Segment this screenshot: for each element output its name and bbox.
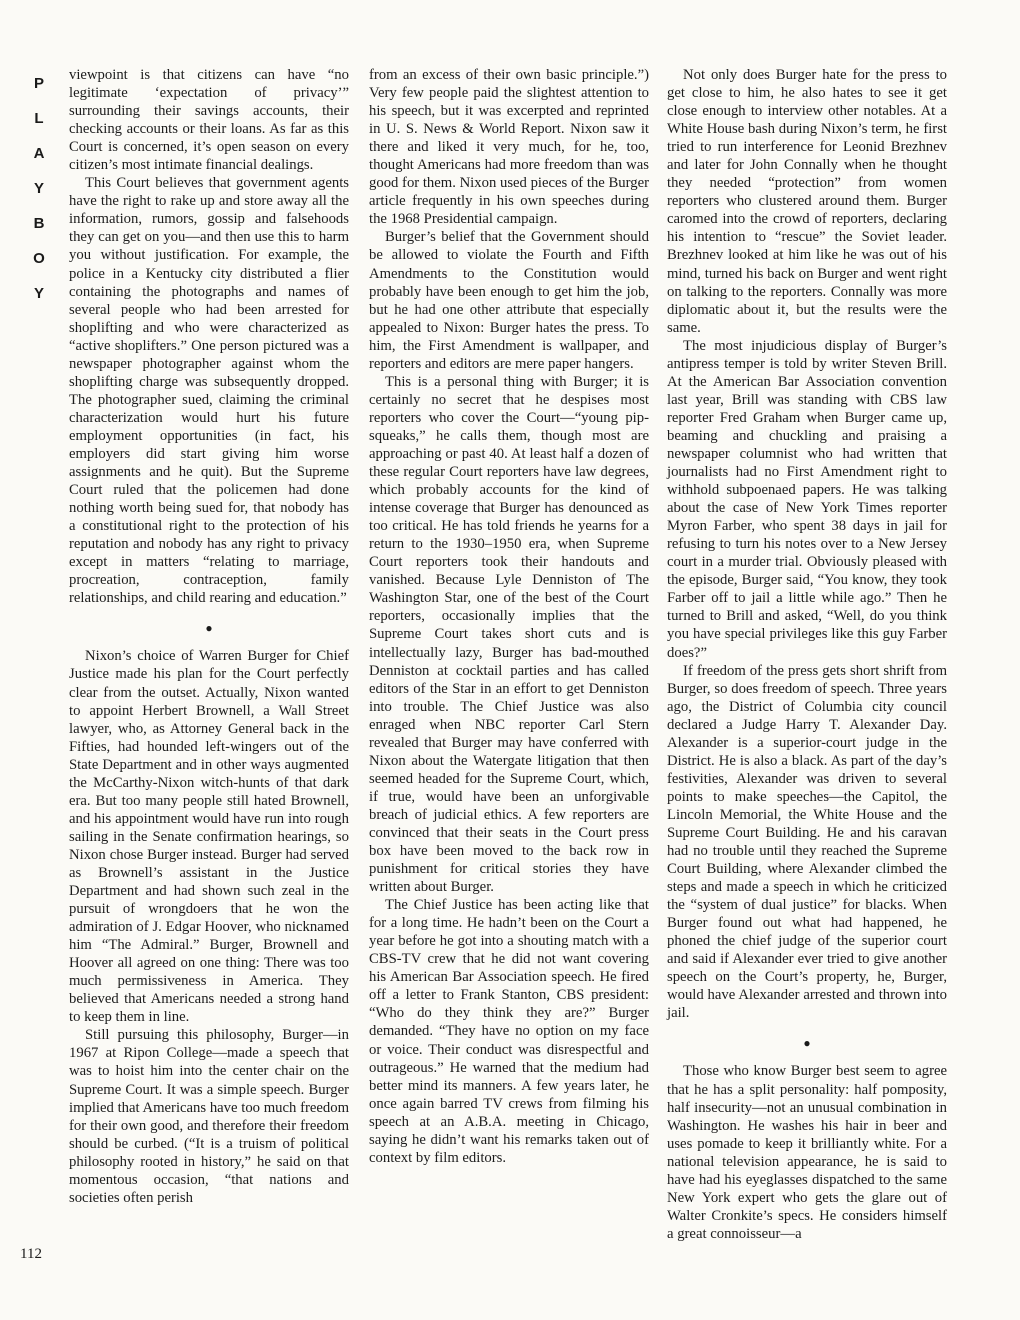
section-break-bullet: ●: [803, 1036, 811, 1051]
paragraph: If freedom of the press gets short shrift from Burger, so does freedom of speech. Three years ago, the District of Columbia city council declared a Judge Harry T. Alexander Day. Alexander is a superior-court judge in the District. He is also a black. As part of the day’s festivities, Alexander was driven to several points to make speeches—the Capitol, the Lincoln Memorial, the White House and the Supreme Court Building. He and his caravan had no trouble until they reached the Supreme Court Building, where Alexander climbed the steps and made a speech in which he criticized the “system of dual justice” for blacks. When Burger found out what had happened, he phoned the chief judge of the superior court and said if Alexander ever tried to give another speech on the Court’s property, he, Burger, would have Alexander arrested and thrown into jail.: [667, 662, 947, 1022]
running-head-letter: Y: [33, 285, 44, 302]
paragraph: The most injudicious display of Burger’s antipress temper is told by writer Steven Brill. At the American Bar Association convention last year, Brill was standing with CBS law reporter Fred Graham when Burger came up, beaming and chuckling and praising a newspaper columnist who had written that journalists had no First Amendment right to withhold subpoenaed papers. He was talking about the case of New York Times reporter Myron Farber, who spent 38 days in jail for refusing to turn his notes over to a New Jersey court in a murder trial. Obviously pleased with the episode, Burger said, “You know, they took Farber off to jail a little while ago.” Then he turned to Brill and asked, “Well, do you think you have special privileges like this guy Farber does?”: [667, 337, 947, 661]
running-head-letter: P: [33, 75, 44, 92]
running-head-letter: A: [33, 145, 45, 162]
running-head-letter: Y: [33, 180, 44, 197]
running-head-letter: L: [34, 110, 44, 127]
running-head-letter: O: [33, 250, 45, 267]
paragraph: This is a personal thing with Burger; it is certainly no secret that he despises most reporters who cover the Court—“young pip-squeaks,” he calls them, though most are approaching or past 40. At least half a dozen of these regular Court reporters have law degrees, which probably accounts for the kind of intense coverage that Burger has denounced as too critical. He has told friends he yearns for a return to the 1930–1950 era, when Supreme Court reporters took their handouts and vanished. Because Lyle Denniston of The Washington Star, one of the best of the Court reporters, occasionally implies that the Supreme Court takes short cuts and is intellectually lazy, Burger has bad-mouthed Denniston at cocktail parties and has called editors of the Star in an effort to get Denniston into trouble. The Chief Justice was also enraged when NBC reporter Carl Stern revealed that Burger may have conferred with Nixon about the Watergate litigation that then seemed headed for the Supreme Court, which, if true, would have been an unforgivable breach of judicial ethics. A few reporters are convinced that their seats in the Court press box have been moved to the back row in punishment for critical stories they have written about Burger.: [369, 373, 649, 896]
paragraph: viewpoint is that citizens can have “no legitimate ‘expectation of privacy’” surrounding their savings accounts, their checking accounts or their loans. As far as this Court is concerned, it’s open season on every citizen’s most intimate financial dealings.: [69, 67, 349, 174]
text-column-2: [369, 66, 649, 1167]
running-head-letter: B: [33, 215, 45, 232]
paragraph: Burger’s belief that the Government should be allowed to violate the Fourth and Fifth Amendments to the Constitution would probably have been enough to get him the job, but he had one other attribute that especially appealed to Nixon: Burger hates the press. To him, the First Amendment is wallpaper, and reporters and editors are mere paper hangers.: [369, 229, 649, 372]
running-head: [22, 66, 56, 311]
paragraph: Still pursuing this philosophy, Burger—in 1967 at Ripon College—made a speech that was to hoist him into the center chair on the Supreme Court. It was a simple speech. Burger implied that Americans have too much freedom for their own good, and therefore their freedom should be curbed. (“It is a truism of political philosophy rooted in history,” he said on that momentous occasion, “that nations and societies often perish: [69, 1027, 349, 1206]
paragraph: This Court believes that government agents have the right to rake up and store away all the information, rumors, gossip and falsehoods they can get on you—and then use this to harm you without justification. For example, the police in a Kentucky city distributed a flier containing the photographs and names of several people who had been arrested for shoplifting and who were characterized as “active shoplifters.” One person pictured was a newspaper photographer against whom the shoplifting charge was subsequently dropped. The photographer sued, claiming the criminal characterization would hurt his future employment opportunities (in fact, his employers did start giving him worse assignments and he quit). But the Supreme Court ruled that the policemen had done nothing worth being sued for, that nobody has a constitutional right to the protection of his reputation and nobody has any right to privacy except in matters “relating to marriage, procreation, contraception, family relationships, and child rearing and education.”: [69, 175, 349, 607]
text-column-1: [69, 66, 349, 1207]
paragraph: Not only does Burger hate for the press to get close to him, he also hates to see it get close enough to interview other notables. At a White House bash during Nixon’s term, he first tried to run interference for Leonid Brezhnev and later for John Connally when he thought they needed “protection” from women reporters who clustered around them. Burger caromed into the crowd of reporters, declaring his intention to “rescue” the Soviet leader. Brezhnev looked at him like he was out of his mind, turned his back on Burger and went right on talking to the reporters. Connally was more diplomatic about it, but the results were the same.: [667, 67, 947, 336]
paragraph: The Chief Justice has been acting like that for a long time. He hadn’t been on the Court a year before he got into a shouting match with a CBS-TV crew that he did not want covering his American Bar Association speech. He fired off a letter to Frank Stanton, CBS president: “Who do they think they are?” Burger demanded. “They have no option on my face or voice. Their conduct was disrespectful and outrageous.” He warned that the medium had better mind its manners. A few years later, he once again barred TV crews from filming his speech at an A.B.A. meeting in Chicago, saying he didn’t want his remarks taken out of context by film editors.: [369, 897, 649, 1166]
paragraph: from an excess of their own basic principle.”) Very few people paid the slightest attention to his speech, but it was excerpted and reprinted in U. S. News & World Report. Nixon saw it there and liked it very much, for he, too, thought Americans had more freedom than was good for them. Nixon used pieces of the Burger article frequently in his own speeches during the 1968 Presidential campaign.: [369, 67, 649, 228]
paragraph: Those who know Burger best seem to agree that he has a split personality: half pomposity, half insecurity—not an unusual combination in Washington. He washes his hair in beer and uses pomade to keep it brilliantly white. For a national television appearance, he is said to have had his eyeglasses dispatched to the same New York expert who gets the glare out of Walter Cronkite’s specs. He considers himself a great connoisseur—a: [667, 1063, 947, 1242]
paragraph: Nixon’s choice of Warren Burger for Chief Justice made his plan for the Court perfectly clear from the outset. Actually, Nixon wanted to appoint Herbert Brownell, a Wall Street lawyer, who, as Attorney General back in the Fifties, had hounded left-wingers out of the State Department and in other ways augmented the McCarthy-Nixon witch-hunts of that dark era. But too many people still hated Brownell, and his appointment would have run into rough sailing in the Senate confirmation hearings, so Nixon chose Burger instead. Burger had served as Brownell’s assistant in the Justice Department and had shown such zeal in the pursuit of wrongdoers that he won the admiration of J. Edgar Hoover, who nicknamed him “The Admiral.” Burger, Brownell and Hoover all agreed on one thing: There was too much permissiveness in America. They believed that Americans needed a strong hand to keep them in line.: [69, 648, 349, 1026]
text-column-3: [667, 66, 947, 1243]
section-break-bullet: ●: [205, 621, 213, 636]
page-number: 112: [20, 1246, 42, 1262]
